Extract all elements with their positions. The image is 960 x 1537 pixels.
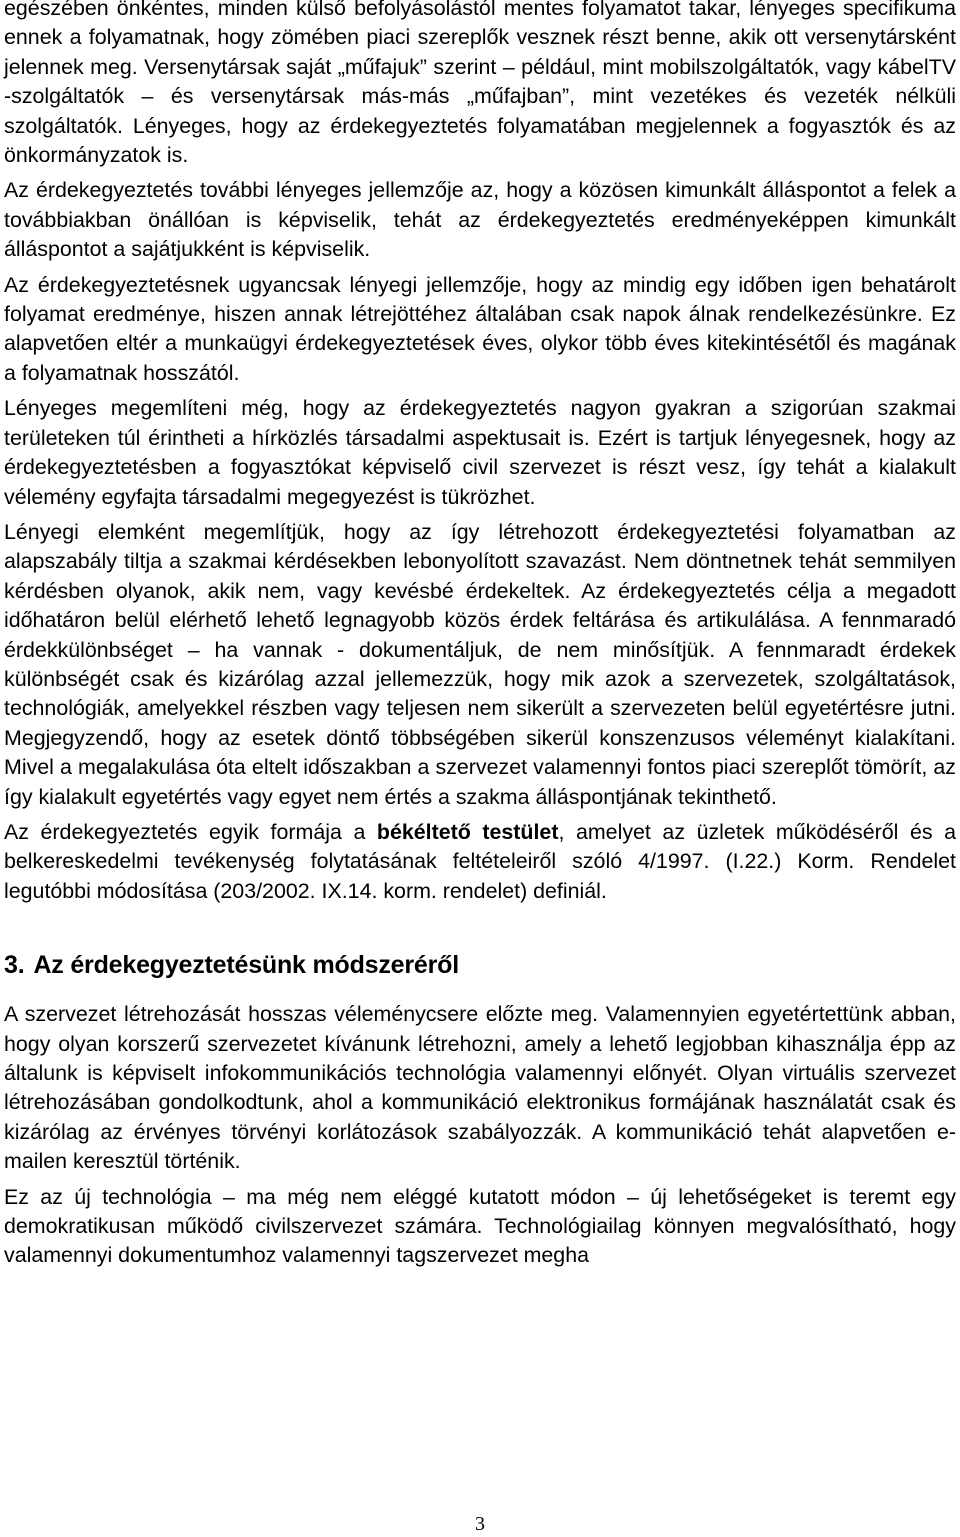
paragraph-3: Az érdekegyeztetésnek ugyancsak lényegi jellemzője, hogy az mindig egy időben igen behatárolt folyamat eredménye, hiszen annak létrejöttéhez általában csak napok álnak rendelkezésünkre. Ez alapvetően eltér a munkaügyi érdekegyeztetések éves, olykor több éves kitekintésétől és magának a folyamatnak hosszától. (4, 272, 956, 385)
section-number: 3. (4, 951, 25, 980)
paragraph-bekelteto (4, 818, 956, 906)
bold-term: békéltető testület (376, 819, 559, 844)
paragraph-bekelteto-before: Az érdekegyeztetés egyik formája a (4, 819, 377, 844)
section-heading (4, 950, 956, 980)
paragraph-after-heading-2: Ez az új technológia – ma még nem eléggé kutatott módon – új lehetőségeket is teremt egy demokratikusan működő civilszervezet számára. Technológiailag könnyen megvalósítható, hogy valamennyi dokumentumhoz valamennyi tagszervezet megha (4, 1184, 956, 1268)
paragraph-after-heading-1: A szervezet létrehozását hosszas véleménycsere előzte meg. Valamennyien egyetértettünk abban, hogy olyan korszerű szervezetet kívánunk létrehozni, amely a lehető legjobban kihasználja épp az általunk is képviselt infokommunikációs technológia valamennyi előnyét. Olyan virtuális szervezet létrehozásában gondolkodtunk, ahol a kommunikáció elektronikus formájának használatát csak és kizárólag az érvényes törvényi korlátozások szabályozzák. A kommunikáció tehát alapvetően e-mailen keresztül történik. (4, 1002, 956, 1174)
paragraph-4: Lényeges megemlíteni még, hogy az érdekegyeztetés nagyon gyakran a szigorúan szakmai területeken túl érintheti a hírközlés társadalmi aspektusait is. Ezért is tartjuk lényegesnek, hogy az érdekegyeztetésben a fogyasztókat képviselő civil szervezet is részt vesz, így tehát a kialakult vélemény egyfajta társadalmi megegyezést is tükrözhet. (4, 396, 956, 509)
paragraph-1: egészében önkéntes, minden külső befolyásolástól mentes folyamatot takar, lényeges specifikuma ennek a folyamatnak, hogy zömében piaci szereplők vesznek részt benne, akik ott versenytársként jelennek meg. Versenytársak saját „műfajuk” szerint – például, mint mobilszolgáltatók, vagy kábelTV -szolgáltatók – és versenytársak más-más „műfajban”, mint vezetékes és vezeték nélküli szolgáltatók. Lényeges, hogy az érdekegyeztetés folyamatában megjelennek a fogyasztók és az önkormányzatok is. (4, 0, 956, 168)
paragraph-2: Az érdekegyeztetés további lényeges jellemzője az, hogy a közösen kimunkált álláspontot a felek a továbbiakban önállóan is képviselik, tehát az érdekegyeztetés eredményeképpen kimunkált álláspontot a sajátjukként is képviselik. (4, 178, 956, 262)
document-page (4, 0, 956, 1277)
paragraph-bekelteto-after: , amelyet az üzletek működéséről és a belkereskedelmi tevékenység folytatásának feltételeiről szóló 4/1997. (I.22.) Korm. Rendelet legutóbbi módosítása (203/2002. IX.14. korm. rendelet) definiál. (4, 819, 956, 903)
page-number: 3 (475, 1513, 485, 1535)
section-title: Az érdekegyeztetésünk módszeréről (33, 951, 459, 980)
paragraph-5: Lényegi elemként megemlítjük, hogy az így létrehozott érdekegyeztetési folyamatban az alapszabály tiltja a szakmai kérdésekben lebonyolított szavazást. Nem döntnetnek tehát semmilyen kérdésben olyanok, akik nem, vagy kevésbé érdekeltek. Az érdekegyeztetés célja a megadott időhatáron belül elérhető lehető legnagyobb közös érdek feltárása és artikulálása. A fennmaradó érdekkülönbséget – ha vannak - dokumentáljuk, de nem minősítjük. A fennmaradt érdekek különbségét csak és kizárólag azzal jellemezzük, hogy mik azok a szervezetek, szolgáltatások, technológiák, amelyekkel részben vagy teljesen nem sikerült a szervezeten belül egyetértésre jutni. Megjegyzendő, hogy az esetek döntő többségében sikerül konszenzusos véleményt kialakítani. Mivel a megalakulása óta eltelt időszakban a szervezet valamennyi fontos piaci szereplőt tömörít, az így kialakult egyetértés vagy egyet nem értés a szakma álláspontjának tekinthető. (4, 519, 956, 809)
